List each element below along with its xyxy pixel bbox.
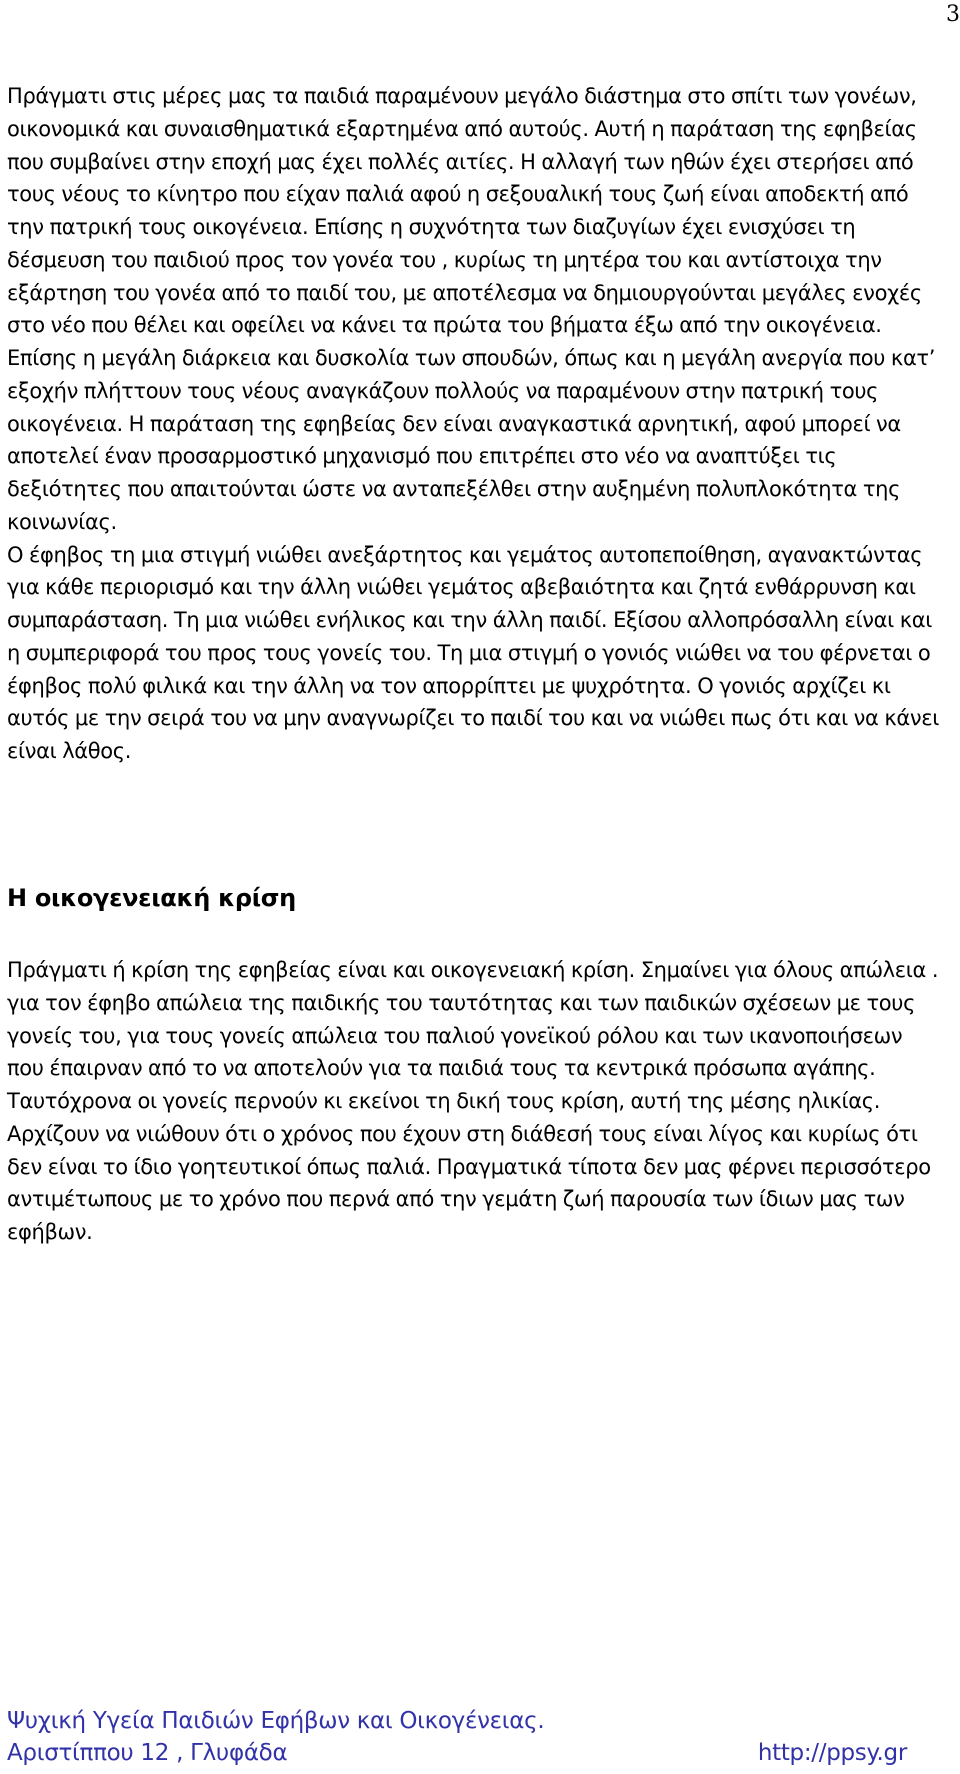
intro-text-block xyxy=(7,80,943,768)
footer-address-line xyxy=(7,1738,907,1768)
section-text-block xyxy=(7,954,943,1249)
section-paragraph: Πράγματι ή κρίση της εφηβείας είναι και οικογενειακή κρίση. Σημαίνει για όλους απώλεια . για τον έφηβο απώλεια της παιδικής του ταυτότητας και των παιδικών σχέσεων με τους γονείς του, για τους γονείς απώλεια του παλιού γονεϊκού ρόλου και των ικανοποιήσεων που έπαιρναν από το να αποτελούν για τα παιδιά τους τα κεντρικά πρόσωπα αγάπης. xyxy=(7,958,939,1081)
footer-address: Αριστίππου 12 , Γλυφάδα xyxy=(7,1740,288,1766)
section-heading: Η οικογενειακή κρίση xyxy=(7,884,296,912)
section-paragraph: Ταυτόχρονα οι γονείς περνούν κι εκείνοι τη δική τους κρίση, αυτή της μέσης ηλικίας. Αρχίζουν να νιώθουν ότι ο χρόνος που έχουν στη διάθεσή τους είναι λίγος και κυρίως ότι δεν είναι το ίδιο γοητευτικοί όπως παλιά. Πραγματικά τίποτα δεν μας φέρνει περισσότερο αντιμέτωπους με το χρόνο που περνά από την γεμάτη ζωή παρουσία των ίδιων μας των εφήβων. xyxy=(7,1089,931,1244)
footer-organization: Ψυχική Υγεία Παιδιών Εφήβων και Οικογένειας. xyxy=(7,1708,545,1734)
page-number: 3 xyxy=(946,2,960,27)
intro-paragraph: Ο έφηβος τη μια στιγμή νιώθει ανεξάρτητος και γεμάτος αυτοπεποίθηση, αγανακτώντας για κάθε περιορισμό και την άλλη νιώθει γεμάτος αβεβαιότητα και ζητά ενθάρρυνση και συμπαράσταση. Τη μια νιώθει ενήλικος και την άλλη παιδί. Εξίσου αλλοπρόσαλλη είναι και η συμπεριφορά του προς τους γονείς του. Τη μια στιγμή ο γονιός νιώθει να του φέρνεται ο έφηβος πολύ φιλικά και την άλλη να τον απορρίπτει με ψυχρότητα. Ο γονιός αρχίζει κι αυτός με την σειρά του να μην αναγνωρίζει το παιδί του και να νιώθει πως ότι και να κάνει είναι λάθος. xyxy=(7,542,940,763)
footer-url-link[interactable]: http://ppsy.gr xyxy=(757,1740,907,1766)
intro-paragraph: Πράγματι στις μέρες μας τα παιδιά παραμένουν μεγάλο διάστημα στο σπίτι των γονέων, οικονομικά και συναισθηματικά εξαρτημένα από αυτούς. Αυτή η παράταση της εφηβείας που συμβαίνει στην εποχή μας έχει πολλές αιτίες. Η αλλαγή των ηθών έχει στερήσει από τους νέους το κίνητρο που είχαν παλιά αφού η σεξουαλική τους ζωή είναι αποδεκτή από την πατρική τους οικογένεια. Επίσης η συχνότητα των διαζυγίων έχει ενισχύσει τη δέσμευση του παιδιού προς τον γονέα του , κυρίως τη μητέρα του και αντίστοιχα την εξάρτηση του γονέα από το παιδί του, με αποτέλεσμα να δημιουργούνται μεγάλες ενοχές στο νέο που θέλει και οφείλει να κάνει τα πρώτα του βήματα έξω από την οικογένεια. Επίσης η μεγάλη διάρκεια και δυσκολία των σπουδών, όπως και η μεγάλη ανεργία που κατ’ εξοχήν πλήττουν τους νέους αναγκάζουν πολλούς να παραμένουν στην πατρική τους οικογένεια. Η παράταση της εφηβείας δεν είναι αναγκαστικά αρνητική, αφού μπορεί να αποτελεί έναν προσαρμοστικό μηχανισμό που επιτρέπει στο νέο να αναπτύξει τις δεξιότητες που απαιτούνται ώστε να ανταπεξέλθει στην αυξημένη πολυπλοκότητα της κοινωνίας. xyxy=(7,84,936,534)
